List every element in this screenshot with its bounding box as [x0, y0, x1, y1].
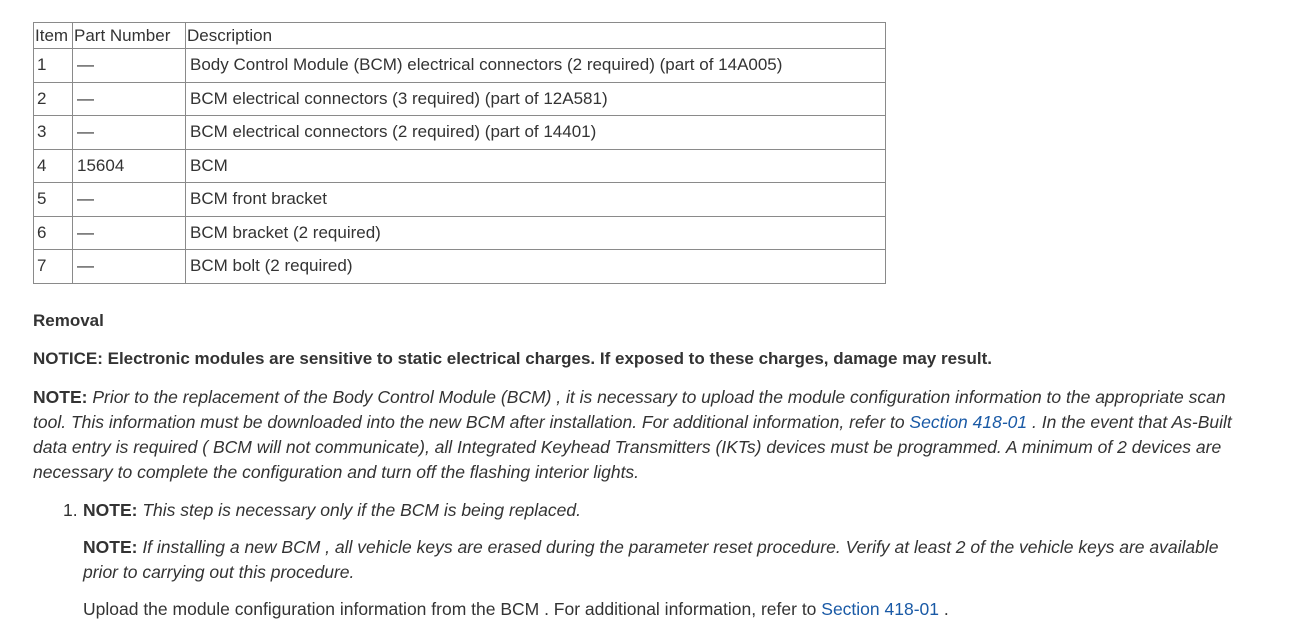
cell-description: BCM electrical connectors (3 required) (part of 12A581) [186, 82, 886, 116]
section-418-01-link[interactable]: Section 418-01 [909, 411, 1028, 432]
cell-part-number: — [73, 82, 186, 116]
cell-part-number: — [73, 250, 186, 284]
cell-item: 5 [34, 183, 73, 217]
cell-description: BCM bolt (2 required) [186, 250, 886, 284]
step-1-note-2 [83, 535, 1253, 585]
cell-item: 6 [34, 216, 73, 250]
cell-part-number: 15604 [73, 149, 186, 183]
table-row [34, 216, 886, 250]
document-page [33, 22, 1273, 622]
note-text-part2: . In the event that As-Built data entry is required ( BCM will not communicate), all Integrated Keyhead Transmitters (IKTs) devices must be programmed. A minimum of 2 devices are necessary to complete the configuration and turn off the flashing interior lights. [33, 411, 1232, 482]
note-label: NOTE: [83, 499, 138, 520]
table-row [34, 149, 886, 183]
header-item: Item [34, 23, 73, 49]
step-number: 1. [63, 499, 78, 520]
section-title-removal: Removal [33, 310, 104, 330]
cell-description: Body Control Module (BCM) electrical connectors (2 required) (part of 14A005) [186, 49, 886, 83]
note-text: This step is necessary only if the BCM is being replaced. [137, 499, 581, 520]
cell-description: BCM front bracket [186, 183, 886, 217]
header-part-number: Part Number [73, 23, 186, 49]
instruction-text-part2: . [939, 598, 949, 619]
cell-item: 1 [34, 49, 73, 83]
note-paragraph [33, 385, 1258, 485]
cell-part-number: — [73, 116, 186, 150]
cell-item: 2 [34, 82, 73, 116]
parts-table [33, 22, 886, 284]
note-text: If installing a new BCM , all vehicle keys are erased during the parameter reset procedure. Verify at least 2 of the vehicle keys are available prior to carrying out this procedure. [83, 536, 1219, 582]
note-text-part1: Prior to the replacement of the Body Control Module (BCM) , it is necessary to upload the module configuration information to the appropriate scan tool. This information must be downloaded into the new BCM after installation. For additional information, refer to [33, 386, 1226, 432]
note-label: NOTE: [33, 386, 88, 407]
cell-part-number: — [73, 216, 186, 250]
cell-item: 4 [34, 149, 73, 183]
table-row [34, 49, 886, 83]
cell-part-number: — [73, 183, 186, 217]
cell-part-number: — [73, 49, 186, 83]
note-label: NOTE: [83, 536, 138, 557]
table-row [34, 116, 886, 150]
section-418-01-link[interactable]: Section 418-01 [821, 598, 940, 619]
step-1-instruction [83, 597, 1253, 622]
instruction-text-part1: Upload the module configuration information from the BCM . For additional information, refer to [83, 598, 822, 619]
table-row [34, 250, 886, 284]
step-1-note-1 [83, 498, 1253, 523]
table-header-row [34, 23, 886, 49]
cell-item: 3 [34, 116, 73, 150]
cell-description: BCM bracket (2 required) [186, 216, 886, 250]
table-row [34, 82, 886, 116]
table-row [34, 183, 886, 217]
header-description: Description [186, 23, 886, 49]
step-1 [63, 498, 1253, 622]
cell-description: BCM electrical connectors (2 required) (part of 14401) [186, 116, 886, 150]
notice-static-warning: NOTICE: Electronic modules are sensitive to static electrical charges. If exposed to these charges, damage may result. [33, 348, 992, 368]
cell-item: 7 [34, 250, 73, 284]
cell-description: BCM [186, 149, 886, 183]
